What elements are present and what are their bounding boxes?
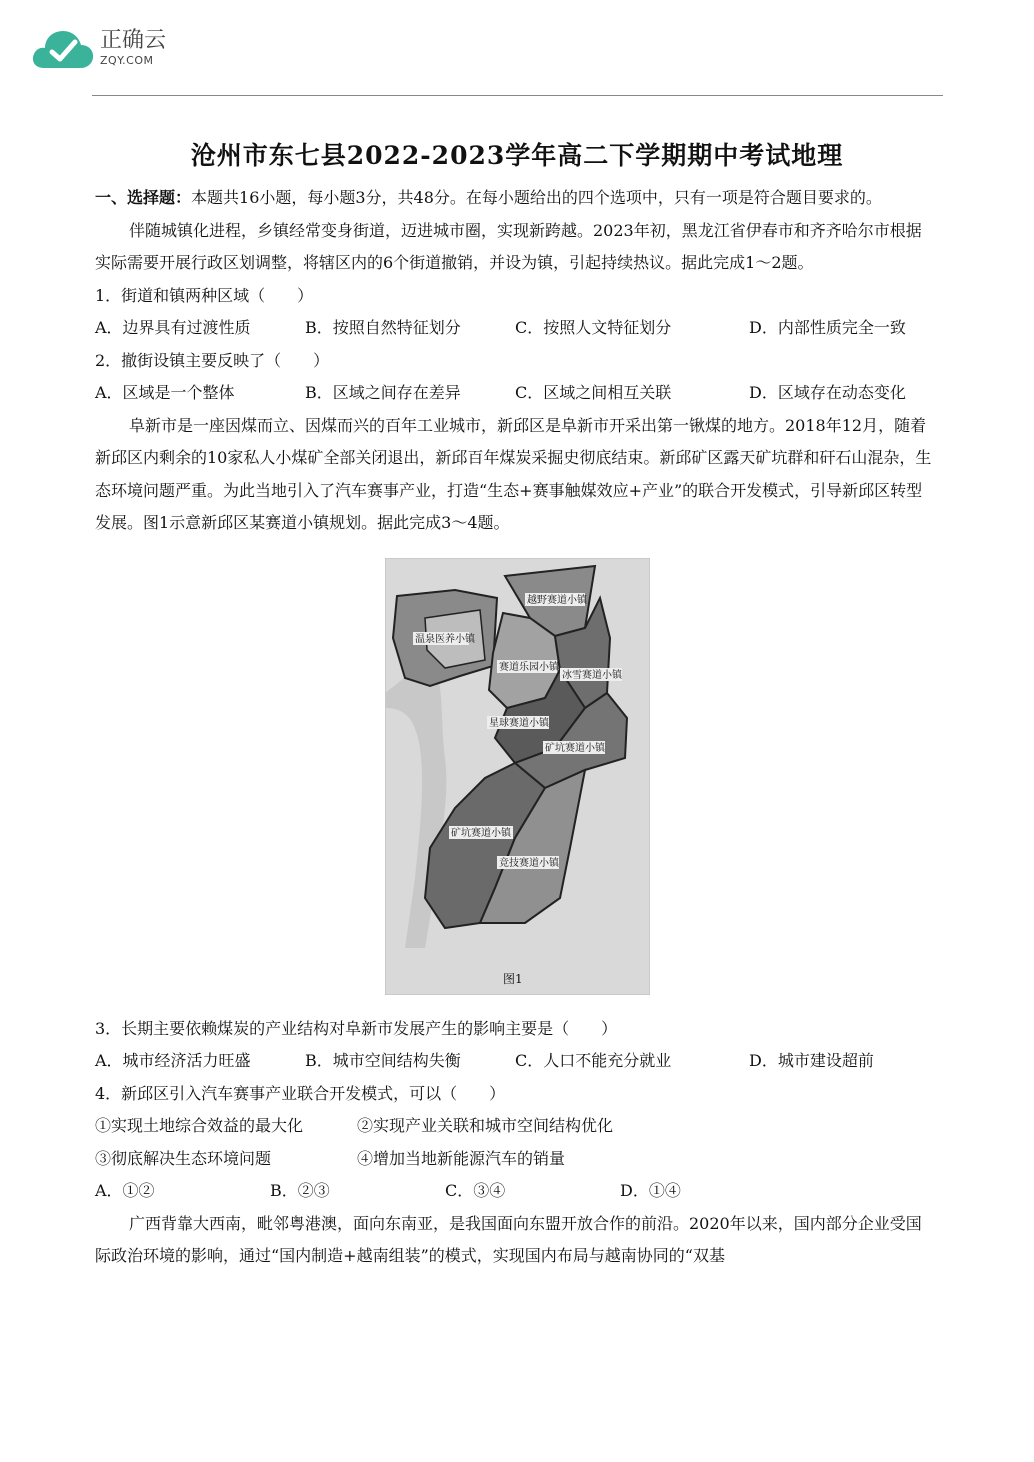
question-4-stem: 4．新邱区引入汽车赛事产业联合开发模式，可以（ ） <box>95 1083 506 1103</box>
map-label-planet: 星球赛道小镇 <box>489 717 549 729</box>
option-c[interactable]: C．人口不能充分就业 <box>515 1051 672 1070</box>
option-a[interactable]: A．区域是一个整体 <box>95 383 235 402</box>
zqy-logo <box>30 24 166 72</box>
statement-2: ②实现产业关联和城市空间结构优化 <box>357 1116 614 1135</box>
cloud-check-icon <box>30 24 96 72</box>
question-2-stem: 2．撤街设镇主要反映了（ ） <box>95 350 330 370</box>
header-divider <box>92 95 943 96</box>
question-3-stem: 3．长期主要依赖煤炭的产业结构对阜新市发展产生的影响主要是（ ） <box>95 1018 618 1038</box>
logo-domain: ZQY.COM <box>100 54 154 67</box>
section-instructions-text: 本题共16小题，每小题3分，共48分。在每小题给出的四个选项中，只有一项是符合题目要求的。 <box>191 188 882 207</box>
option-c[interactable]: C．③④ <box>445 1181 506 1200</box>
figure-1-map <box>385 558 650 995</box>
section-instructions <box>95 182 937 215</box>
map-label-snow: 冰雪赛道小镇 <box>562 669 622 681</box>
option-c[interactable]: C．区域之间相互关联 <box>515 383 672 402</box>
question-1-options <box>95 312 937 345</box>
map-label-hot-spring: 温泉医养小镇 <box>415 633 475 645</box>
question-3-options <box>95 1045 937 1078</box>
statement-3: ③彻底解决生态环境问题 <box>95 1148 272 1168</box>
option-c[interactable]: C．按照人文特征划分 <box>515 318 672 337</box>
statement-4: ④增加当地新能源汽车的销量 <box>357 1148 566 1168</box>
option-a[interactable]: A．城市经济活力旺盛 <box>95 1051 251 1070</box>
option-b[interactable]: B．区域之间存在差异 <box>305 383 461 402</box>
option-d[interactable]: D．①④ <box>620 1181 681 1200</box>
map-label-racing: 竞技赛道小镇 <box>499 857 559 869</box>
statement-1: ①实现土地综合效益的最大化 <box>95 1116 304 1135</box>
passage-3: 广西背靠大西南，毗邻粤港澳，面向东南亚，是我国面向东盟开放合作的前沿。2020年以来，国内部分企业受国际政治环境的影响，通过“国内制造+越南组装”的模式，实现国内布局与越南协同的“双基 <box>95 1213 922 1265</box>
section-heading: 一、选择题： <box>95 188 192 207</box>
option-a[interactable]: A．①② <box>95 1181 155 1200</box>
option-d[interactable]: D．城市建设超前 <box>749 1051 874 1070</box>
map-label-mine-pit-1: 矿坑赛道小镇 <box>545 742 605 754</box>
question-4-statements-row-2 <box>95 1143 937 1176</box>
option-b[interactable]: B．按照自然特征划分 <box>305 318 461 337</box>
logo-chinese-name: 正确云 <box>100 28 167 53</box>
question-2-options <box>95 377 937 410</box>
map-label-mine-pit-2: 矿坑赛道小镇 <box>451 827 511 839</box>
exam-content <box>95 182 937 1273</box>
figure-caption: 图1 <box>503 971 523 986</box>
option-b[interactable]: B．城市空间结构失衡 <box>305 1051 461 1070</box>
question-1-stem: 1．街道和镇两种区域（ ） <box>95 285 314 305</box>
option-a[interactable]: A．边界具有过渡性质 <box>95 318 251 337</box>
option-b[interactable]: B．②③ <box>270 1181 330 1200</box>
exam-title: 沧州市东七县2022-2023学年高二下学期期中考试地理 <box>190 141 844 170</box>
option-d[interactable]: D．区域存在动态变化 <box>749 383 906 402</box>
question-4-options <box>95 1175 937 1208</box>
question-4-statements-row-1 <box>95 1110 937 1143</box>
passage-2: 阜新市是一座因煤而立、因煤而兴的百年工业城市，新邱区是阜新市开采出第一锹煤的地方。2018年12月，随着新邱区内剩余的10家私人小煤矿全部关闭退出，新邱百年煤炭采掘史彻底结束。新邱矿区露天矿坑群和矸石山混杂，生态环境问题严重。为此当地引入了汽车赛事产业，打造“生态+赛事触媒效应+产业”的联合开发模式，引导新邱区转型发展。图1示意新邱区某赛道小镇规划。据此完成3～4题。 <box>95 415 932 532</box>
passage-1: 伴随城镇化进程，乡镇经常变身街道，迈进城市圈，实现新跨越。2023年初，黑龙江省伊春市和齐齐哈尔市根据实际需要开展行政区划调整，将辖区内的6个街道撤销，并设为镇，引起持续热议。据此完成1～2题。 <box>95 220 922 272</box>
option-d[interactable]: D．内部性质完全一致 <box>749 318 906 337</box>
map-label-offroad: 越野赛道小镇 <box>527 594 587 606</box>
map-label-track-park: 赛道乐园小镇 <box>499 661 559 673</box>
